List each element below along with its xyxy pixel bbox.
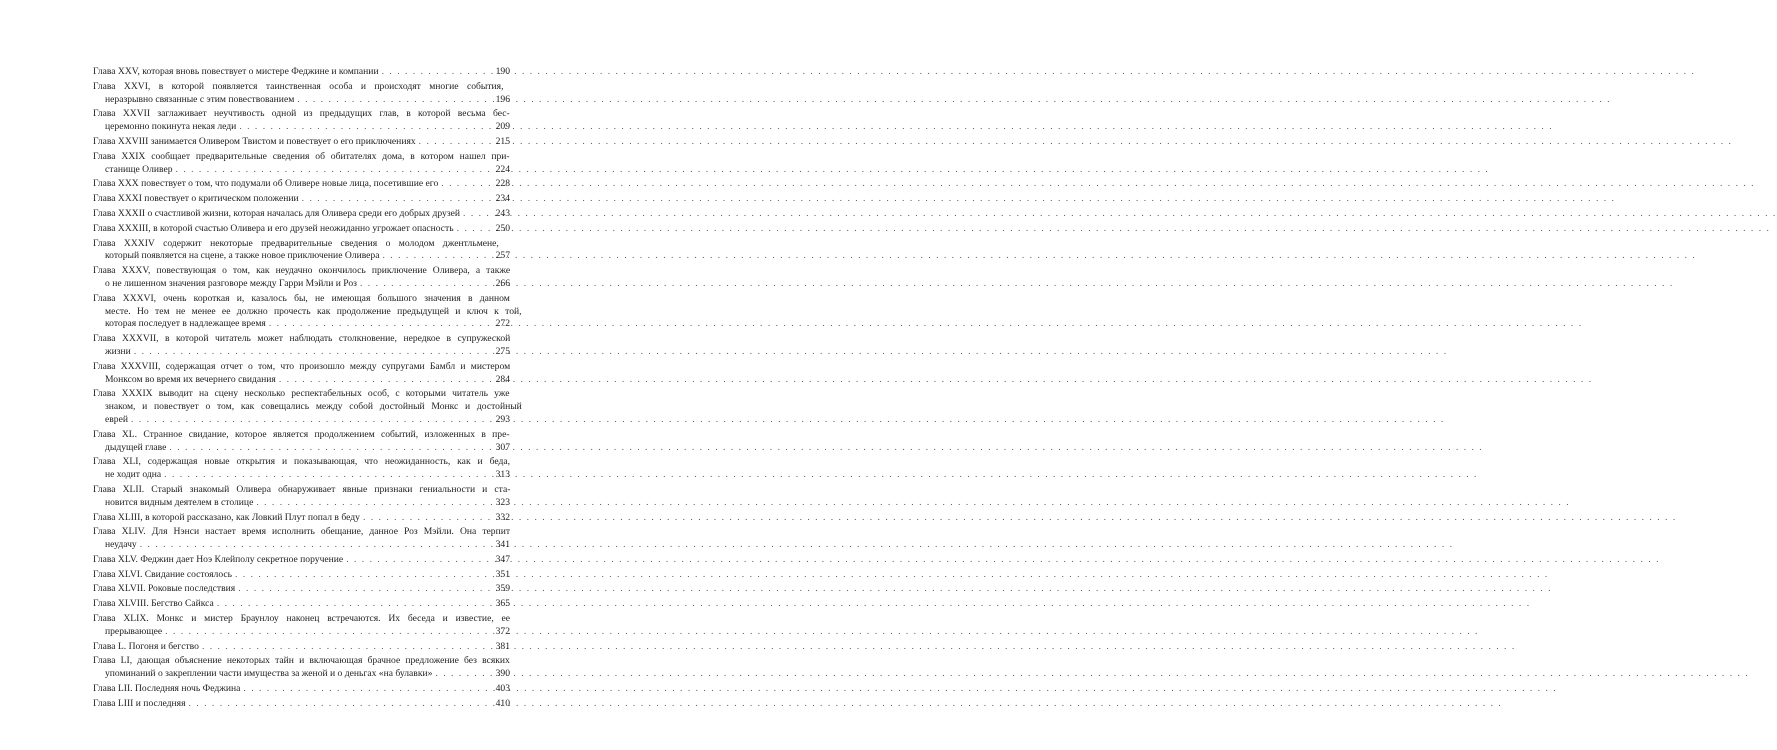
toc-entry-continuation-line xyxy=(93,497,510,510)
toc-entry-text: прерывающее xyxy=(105,625,163,637)
toc-page-number: 275 xyxy=(495,345,510,357)
toc-entry-title-line xyxy=(93,569,510,582)
toc-page-number: 257 xyxy=(495,250,510,262)
dot-leader xyxy=(457,223,485,236)
toc-entry xyxy=(93,238,510,264)
toc-entry xyxy=(93,613,510,639)
toc-entry xyxy=(93,554,510,567)
dot-leader xyxy=(419,136,485,149)
toc-entry-continuation-line xyxy=(93,318,510,331)
toc-entry-text: Глава LI, дающая объяснение некоторых тайн и включающая брачное предложение без всяких xyxy=(93,655,510,667)
toc-entry-title-line xyxy=(93,526,510,539)
dot-leader xyxy=(463,208,485,221)
toc-entry-title-line xyxy=(93,456,510,469)
toc-entry-continuation-line xyxy=(93,164,510,177)
toc-page-number: 250 xyxy=(495,222,510,234)
toc-page-number: 347 xyxy=(495,553,510,565)
toc-entry-title-line xyxy=(93,698,510,711)
dot-leader xyxy=(238,583,485,596)
toc-entry-text: еврей xyxy=(105,413,128,425)
toc-entry-text: церемонно покинута некая леди xyxy=(105,121,237,133)
toc-page-number: 284 xyxy=(495,373,510,385)
toc-entry-title-line xyxy=(93,66,510,79)
toc-entry-title-line xyxy=(93,81,510,94)
toc-entry-text: Глава XXVIII занимается Оливером Твистом и повествует о его приключениях xyxy=(93,135,416,147)
toc-entry-text: который появляется на сцене, а также новое приключение Оливера xyxy=(105,250,380,262)
toc-entry-text: Глава XLVI. Свидание состоялось xyxy=(93,568,232,580)
toc-entry-text: новится видным деятелем в столице xyxy=(105,496,254,508)
toc-entry-title-line xyxy=(93,598,510,611)
toc-entry-continuation-line xyxy=(93,278,510,291)
dot-leader xyxy=(169,442,485,455)
toc-page-number: 381 xyxy=(495,640,510,652)
toc-entry xyxy=(93,512,510,525)
toc-entry-title-line xyxy=(93,293,510,306)
toc-page-number: 313 xyxy=(495,469,510,481)
toc-entry-text: Глава XXVI, в которой появляется таинственная особа и происходят многие события, xyxy=(93,80,504,92)
toc-entry-continuation-line xyxy=(93,539,510,552)
toc-entry xyxy=(93,583,510,596)
toc-entry-text: Глава XLI, содержащая новые открытия и показывающая, что неожиданность, как и беда, xyxy=(93,456,511,468)
toc-page-number: 359 xyxy=(495,583,510,595)
toc-entry-text: Глава LIII и последняя xyxy=(93,697,186,709)
toc-entry-continuation-line xyxy=(93,94,510,107)
toc-entry-continuation-line xyxy=(93,250,510,263)
toc-entry-text: Глава XLIV. Для Нэнси настает время исполнить обещание, данное Роз Мэйли. Она терпит xyxy=(93,526,511,538)
toc-entry-text: Глава XLIX. Монкс и мистер Браунлоу наконец встречаются. Их беседа и известие, ее xyxy=(93,613,511,625)
toc-page-number: 332 xyxy=(495,511,510,523)
dot-leader xyxy=(243,683,485,696)
toc-entry xyxy=(93,333,510,359)
dot-leader xyxy=(239,121,485,134)
toc-entry-text: неразрывно связанные с этим повествованием xyxy=(105,93,295,105)
toc-entry-text: Глава XLIII, в которой рассказано, как Ловкий Плут попал в беду xyxy=(93,511,360,523)
toc-entry-continuation-line xyxy=(93,469,510,482)
toc-entry-continuation-line xyxy=(93,414,510,427)
dot-leader xyxy=(235,569,485,582)
toc-entry-continuation-line xyxy=(93,626,510,639)
toc-entry-text: не ходит одна xyxy=(105,469,162,481)
toc-entry xyxy=(93,598,510,611)
toc-entry-title-line xyxy=(93,333,510,346)
toc-page-number: 224 xyxy=(495,163,510,175)
toc-entry-title-line xyxy=(93,193,510,206)
toc-entry-text: месте. Но тем не менее ее должно прочесть как продолжение предыдущей и ключ к той, xyxy=(105,305,522,317)
toc-entry xyxy=(93,292,522,331)
toc-entry-text: Глава XXXIX выводит на сцену несколько респектабельных особ, с которыми читатель уже xyxy=(93,388,510,400)
toc-entry-title-line xyxy=(93,223,510,236)
toc-entry xyxy=(93,388,522,426)
toc-entry-text: Глава XXXVII, в которой читатель может наблюдать столкновение, нередкое в супружеской xyxy=(93,333,511,345)
dot-leader xyxy=(441,178,485,191)
dot-leader xyxy=(269,318,485,331)
toc-entry-continuation-line xyxy=(93,346,510,359)
toc-page-number: 372 xyxy=(495,625,510,637)
dot-leader xyxy=(383,250,486,263)
toc-entry-text: Глава XXXII о счастливой жизни, которая началась для Оливера среди его добрых друзей xyxy=(93,207,461,219)
toc-entry-title-line xyxy=(93,388,510,401)
toc-entry-text: Глава XL. Странное свидание, которое является продолжением событий, изложенных в пре- xyxy=(93,428,510,440)
dot-leader xyxy=(302,193,485,206)
toc-entry-text: Глава XLVII. Роковые последствия xyxy=(93,583,236,595)
dot-leader xyxy=(140,539,485,552)
toc-entry-title-line xyxy=(93,151,510,164)
toc-page-number: 190 xyxy=(495,66,510,77)
toc-page-number: 243 xyxy=(495,207,510,219)
toc-page-number: 390 xyxy=(495,668,510,680)
toc-page-number: 266 xyxy=(495,277,510,289)
dot-leader xyxy=(360,278,485,291)
toc-entry-title-line xyxy=(93,641,510,654)
toc-entry-text: Глава XXXVIII, содержащая отчет о том, что произошло между супругами Бамбл и мистером xyxy=(93,360,511,372)
toc-entry-text: Глава XLII. Старый знакомый Оливера обнаруживает явные признаки гениальности и ста- xyxy=(93,483,511,495)
toc-entry-text: Глава XLV. Феджин дает Ноэ Клейполу секретное поручение xyxy=(93,553,344,565)
toc-entry xyxy=(93,429,510,455)
toc-page-number: 234 xyxy=(495,193,510,205)
toc-entry xyxy=(93,223,510,236)
dot-leader xyxy=(176,164,485,177)
toc-entry-continuation-line xyxy=(93,374,510,387)
toc-page-number: 403 xyxy=(495,683,510,695)
toc-entry-text: Глава XXIX сообщает предварительные сведения об обитателях дома, в котором нашел при- xyxy=(93,150,510,162)
toc-page-number: 351 xyxy=(495,568,510,580)
toc-entry-text: Глава XXXIII, в которой счастью Оливера и его друзей неожиданно угрожает опасность xyxy=(93,222,454,234)
toc-entry-text: Глава XXX повествует о том, что подумали об Оливере новые лица, посетившие его xyxy=(93,178,439,190)
dot-leader xyxy=(435,668,485,681)
toc-entry-title-line xyxy=(93,361,510,374)
toc-entry-text: о не лишенном значения разговоре между Гарри Мэйли и Роз xyxy=(105,277,357,289)
toc-page-number: 196 xyxy=(495,93,510,105)
toc-entry-title-line xyxy=(93,136,510,149)
toc-entry-title-line xyxy=(93,683,510,696)
toc-entry xyxy=(93,265,510,291)
toc-entry xyxy=(93,569,510,582)
toc-entry-continuation-line xyxy=(93,305,522,319)
dot-leader xyxy=(165,626,485,639)
toc-page-number: 341 xyxy=(495,539,510,551)
toc-entry-text: знаком, и повествует о том, как совещались между собой достойный Монкс и достойный xyxy=(105,401,522,413)
toc-entry xyxy=(93,136,510,149)
toc-page-number: 365 xyxy=(495,598,510,610)
toc-entry-continuation-line xyxy=(93,401,522,414)
toc-entry-continuation-line xyxy=(93,668,510,681)
toc-entry-title-line xyxy=(93,484,510,497)
toc-page-number: 323 xyxy=(495,496,510,508)
dot-leader xyxy=(346,554,485,567)
toc-page-number: 410 xyxy=(495,697,510,709)
toc-entry-title-line xyxy=(93,583,510,596)
toc-entry-text: Глава XXV, которая вновь повествует о мистере Феджине и компании xyxy=(93,66,379,77)
toc-entry xyxy=(93,655,510,681)
book-page xyxy=(0,0,600,750)
toc-entry-title-line xyxy=(93,178,510,191)
toc-entry xyxy=(93,193,510,206)
toc-entry xyxy=(93,361,510,387)
toc-entry xyxy=(93,108,510,134)
toc-entry-text: Глава XXXVI, очень короткая и, казалось бы, не имеющая большого значения в данном xyxy=(93,292,510,304)
toc-entry-text: Глава XXXI повествует о критическом положении xyxy=(93,193,299,205)
toc-entry-title-line xyxy=(93,108,510,121)
toc-entry-text: Глава XXVII заглаживает неучтивость одной из предыдущих глав, в которой весьма бес- xyxy=(93,108,510,120)
dot-leader xyxy=(189,698,486,711)
toc-page-number: 209 xyxy=(495,121,510,133)
toc-entry xyxy=(93,151,510,177)
toc-entry-text: Глава XXXV, повествующая о том, как неудачно окончилось приключение Оливера, а также xyxy=(93,265,511,277)
toc-entry xyxy=(93,208,510,221)
toc-entry-text: которая последует в надлежащее время xyxy=(105,318,266,330)
toc-entry-text: станище Оливер xyxy=(105,163,173,175)
dot-leader xyxy=(202,641,485,654)
toc-page-number: 215 xyxy=(495,135,510,147)
toc-page-number: 228 xyxy=(495,178,510,190)
toc-entry-title-line xyxy=(93,265,510,278)
toc-entry-title-line xyxy=(93,208,510,221)
toc-entry-continuation-line xyxy=(93,121,510,134)
toc-entry xyxy=(93,526,510,552)
toc-entry xyxy=(93,641,510,654)
toc-entry-text: Глава XLVIII. Бегство Сайкса xyxy=(93,598,214,610)
toc-page-number: 272 xyxy=(495,318,510,330)
toc-entry-title-line xyxy=(93,238,510,251)
dot-leader xyxy=(279,374,485,387)
toc-entry-continuation-line xyxy=(93,442,510,455)
toc-entry xyxy=(93,484,510,510)
toc-entry-title-line xyxy=(93,613,510,626)
toc-entry xyxy=(93,698,510,711)
toc-entry-title-line xyxy=(93,512,510,525)
table-of-contents xyxy=(93,66,522,713)
toc-page-number: 307 xyxy=(495,441,510,453)
dot-leader xyxy=(363,512,485,525)
toc-entry xyxy=(93,178,510,191)
toc-entry-text: Глава L. Погоня и бегство xyxy=(93,640,199,652)
toc-entry xyxy=(93,683,510,696)
dot-leader xyxy=(297,94,485,107)
dot-leader xyxy=(217,598,485,611)
toc-entry xyxy=(93,81,510,107)
dot-leader xyxy=(134,346,485,359)
toc-page-number: 293 xyxy=(495,413,510,425)
toc-entry-text: жизни xyxy=(105,345,131,357)
toc-entry-text: неудачу xyxy=(105,539,137,551)
toc-entry-text: упоминаний о закреплении части имущества за женой и о деньгах «на булавки» xyxy=(105,668,433,680)
toc-entry-text: Глава XXXIV содержит некоторые предварительные сведения о молодом джентльмене, xyxy=(93,237,499,249)
toc-entry-title-line xyxy=(93,429,510,442)
toc-entry-text: Монксом во время их вечернего свидания xyxy=(105,373,276,385)
toc-entry xyxy=(93,456,510,482)
toc-entry-text: дыдущей главе xyxy=(105,441,167,453)
dot-leader xyxy=(131,414,485,427)
dot-leader xyxy=(382,66,485,79)
dot-leader xyxy=(164,469,485,482)
toc-entry xyxy=(93,66,510,79)
dot-leader xyxy=(256,497,485,510)
toc-entry-title-line xyxy=(93,554,510,567)
toc-entry-title-line xyxy=(93,655,510,668)
toc-entry-text: Глава LII. Последняя ночь Феджина xyxy=(93,683,241,695)
